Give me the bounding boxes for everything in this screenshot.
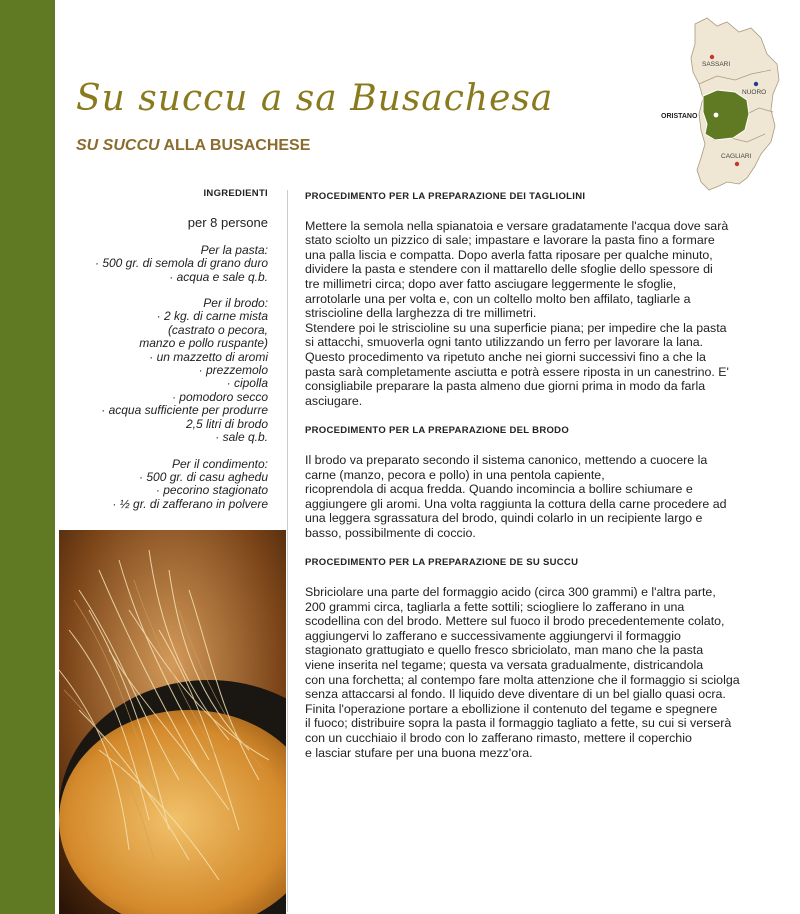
text-line: stato sciolto un pizzico di sale; impastare e lavorare la pasta fino a formare: [305, 233, 715, 248]
text-line: aggiungere gli aromi. Una volta raggiunta la cottura della carne procedere ad: [305, 496, 727, 511]
cagliari-label: CAGLIARI: [721, 153, 752, 160]
text-line: una leggera sgrassatura del brodo, quindi colarlo in un recipiente largo e: [305, 511, 703, 526]
ingredient-group-pasta: [60, 244, 268, 284]
text-line: 200 grammi circa, tagliarla a fette sottili; sciogliere lo zafferano in una: [305, 599, 685, 614]
sardinia-map: [655, 14, 790, 194]
ingredient-line: · 500 gr. di semola di grano duro: [95, 256, 268, 271]
text-line: con un cucchiaio il brodo con lo zafferano rimasto, mettere il coperchio: [305, 731, 692, 745]
text-line: carne (manzo, pecora e pollo) in una pentola capiente,: [305, 467, 605, 482]
ingredient-line: · 2 kg. di carne mista: [156, 309, 268, 324]
ingredient-line: 2,5 litri di brodo: [185, 416, 268, 431]
recipe-title: Su succu a sa Busachesa: [76, 78, 554, 119]
sassari-dot: [710, 55, 714, 59]
oristano-dot: [714, 113, 719, 118]
text-line: e lasciar stufare per una buona mezz'ora.: [305, 745, 533, 760]
text-line: viene inserita nel tegame; questa va versata gradualmente, districandola: [305, 658, 704, 673]
ingredients-column: [60, 187, 268, 524]
text-line: basso, possibilmente di coccio.: [305, 525, 476, 540]
text-line: una palla liscia e compatta. Dopo averla fatta riposare per qualche minuto,: [305, 247, 713, 262]
section-heading-tagliolini: PROCEDIMENTO PER LA PREPARAZIONE DEI TAGLIOLINI: [305, 191, 586, 202]
text-line: arrotolarle una per volta e, con un coltello molto ben affilato, tagliarle a: [305, 291, 691, 306]
text-line: tre millimetri circa; dopo aver fatto asciugare leggermente le sfoglie,: [305, 276, 677, 291]
text-line: Questo procedimento va ripetuto anche nei giorni successivi fino a che la: [305, 349, 706, 364]
ingredient-line: · prezzemolo: [198, 363, 268, 378]
section-heading-brodo: PROCEDIMENTO PER LA PREPARAZIONE DEL BRODO: [305, 425, 570, 437]
ingredient-line: Per il condimento:: [171, 456, 268, 471]
ingredient-line: · pecorino stagionato: [155, 483, 268, 498]
ingredient-line: · sale q.b.: [215, 430, 268, 445]
sassari-label: SASSARI: [702, 61, 731, 68]
ingredient-line: · un mazzetto di aromi: [149, 349, 268, 364]
section-text-tagliolini: [305, 219, 745, 409]
nuoro-label: NUORO: [742, 89, 767, 96]
ingredient-line: · pomodoro secco: [171, 389, 268, 404]
ingredient-group-brodo: [60, 297, 268, 444]
decorative-green-bar: [0, 0, 55, 914]
ingredient-line: · 500 gr. di casu aghedu: [139, 469, 268, 484]
servings: per 8 persone: [187, 215, 268, 231]
text-line: pasta sarà completamente asciutta e potrà essere riposta in un canestrino. E': [305, 364, 729, 379]
map-oristano-province: [703, 90, 749, 140]
column-divider: [287, 190, 288, 912]
ingredient-line: Per la pasta:: [200, 242, 268, 257]
text-line: striscioline della larghezza di tre millimetri.: [305, 306, 537, 321]
ingredient-group-condimento: [60, 458, 268, 512]
text-line: consigliabile preparare la pasta almeno due giorni prima in modo da farla: [305, 379, 706, 394]
ingredient-line: (castrato o pecora,: [167, 322, 268, 337]
subtitle-rest: ALLA BUSACHESE: [159, 137, 311, 154]
cagliari-dot: [735, 162, 739, 166]
subtitle-italic: SU SUCCU: [76, 137, 160, 154]
ingredient-line: manzo e pollo ruspante): [139, 336, 268, 351]
text-line: stagionato grattugiato e quello fresco sbriciolato, man mano che la pasta: [305, 643, 704, 658]
text-line: aggiungervi lo zafferano e successivamente aggiungervi il formaggio: [305, 628, 681, 643]
nuoro-dot: [754, 82, 758, 86]
text-line: dividere la pasta e stendere con il mattarello delle sfoglie dello spessore di: [305, 262, 713, 277]
text-line: il fuoco; distribuire sopra la pasta il formaggio tagliato a fette, su cui si verserà: [305, 716, 732, 731]
procedure-column: [305, 190, 745, 776]
text-line: ricoprendola di acqua fredda. Quando incomincia a bollire schiumare e: [305, 482, 693, 497]
text-line: Sbriciolare una parte del formaggio acido (circa 300 grammi) e l'altra parte,: [305, 585, 716, 600]
text-line: Stendere poi le striscioline su una superficie piana; per impedire che la pasta: [305, 320, 727, 335]
ingredients-heading: INGREDIENTI: [203, 188, 268, 199]
ingredient-line: · acqua sufficiente per produrre: [101, 403, 268, 418]
text-line: senza attaccarsi al fondo. Il liquido deve diventare di un bel giallo quasi ocra.: [305, 687, 726, 702]
section-text-brodo: [305, 453, 745, 541]
section-heading-succu: PROCEDIMENTO PER LA PREPARAZIONE DE SU SUCCU: [305, 557, 579, 569]
text-line: Il brodo va preparato secondo il sistema canonico, mettendo a cuocere la: [305, 452, 708, 467]
ingredient-line: · ½ gr. di zafferano in polvere: [112, 496, 268, 511]
ingredient-line: · acqua e sale q.b.: [169, 269, 268, 284]
recipe-subtitle: [76, 137, 310, 155]
text-line: scodellina con del brodo. Mettere sul fuoco il brodo precedentemente colato,: [305, 614, 725, 629]
ingredient-line: Per il brodo:: [203, 296, 268, 311]
text-line: asciugare.: [305, 393, 363, 408]
text-line: Mettere la semola nella spianatoia e versare gradatamente l'acqua dove sarà: [305, 218, 729, 233]
section-text-succu: [305, 585, 745, 760]
oristano-label: ORISTANO: [661, 113, 698, 120]
text-line: si attacchi, smuoverla ogni tanto utilizzando un ferro per lavorare la lana.: [305, 335, 704, 350]
food-photo: [59, 530, 286, 914]
ingredient-line: · cipolla: [226, 376, 268, 391]
text-line: con una forchetta; al contempo fare molta attenzione che il formaggio si sciolga: [305, 672, 740, 687]
text-line: Finita l'operazione portare a ebollizione il contenuto del tegame e spegnere: [305, 701, 718, 716]
